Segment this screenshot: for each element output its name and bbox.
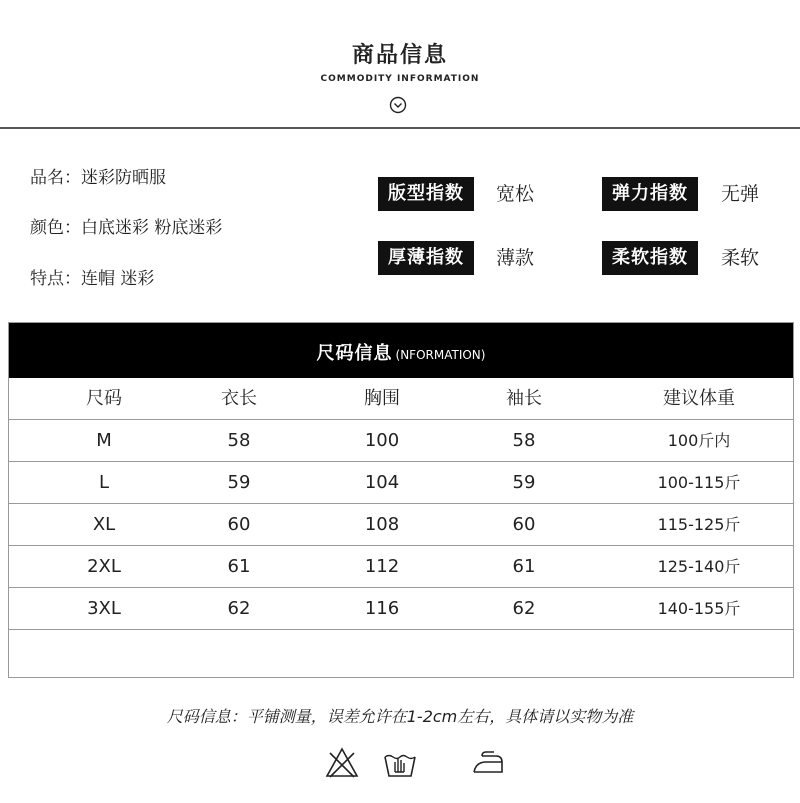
table-row <box>9 504 793 546</box>
table-row <box>9 588 793 630</box>
column-header: 尺码 <box>86 388 122 409</box>
weight-cell: 140-155斤 <box>657 599 741 618</box>
table-row <box>9 546 793 588</box>
hand-wash-icon <box>382 745 418 781</box>
table-header-row <box>9 378 793 420</box>
fit-index-value: 宽松 <box>496 183 535 205</box>
softness-index-value: 柔软 <box>721 247 760 269</box>
product-name: 品名：迷彩防晒服 <box>30 168 166 188</box>
weight-cell: 125-140斤 <box>657 557 741 576</box>
product-feature: 特点：连帽 迷彩 <box>30 269 155 289</box>
sleeve-cell: 60 <box>512 514 536 535</box>
length-cell: 62 <box>227 598 251 619</box>
weight-cell: 100-115斤 <box>657 473 741 492</box>
elasticity-index-label: 弹力指数 <box>602 177 698 211</box>
size-table-title-en: (NFORMATION) <box>395 348 486 362</box>
header-divider <box>0 127 800 129</box>
column-header: 建议体重 <box>663 388 735 409</box>
page-subtitle: COMMODITY INFORMATION <box>320 74 480 84</box>
size-table <box>8 322 794 678</box>
size-cell: 2XL <box>87 556 121 577</box>
table-row <box>9 420 793 462</box>
size-table-title: 尺码信息 <box>316 343 393 364</box>
size-cell: L <box>98 472 110 493</box>
length-cell: 58 <box>227 430 251 451</box>
column-header: 胸围 <box>364 388 400 409</box>
elasticity-index-value: 无弹 <box>721 183 760 205</box>
size-table-header <box>9 323 793 378</box>
weight-cell: 115-125斤 <box>657 515 741 534</box>
thickness-index-label: 厚薄指数 <box>378 241 474 275</box>
chest-cell: 108 <box>364 514 400 535</box>
length-cell: 59 <box>227 472 251 493</box>
product-color: 颜色：白底迷彩 粉底迷彩 <box>30 218 223 238</box>
no-bleach-icon <box>324 745 360 781</box>
column-header: 衣长 <box>221 388 257 409</box>
chest-cell: 116 <box>364 598 400 619</box>
column-header: 袖长 <box>506 388 542 409</box>
chest-cell: 112 <box>364 556 400 577</box>
size-cell: 3XL <box>87 598 121 619</box>
iron-icon <box>470 745 506 781</box>
page-title: 商品信息 <box>351 43 448 68</box>
weight-cell: 100斤内 <box>667 431 731 450</box>
chest-cell: 104 <box>364 472 400 493</box>
fit-index-label: 版型指数 <box>378 177 474 211</box>
sleeve-cell: 62 <box>512 598 536 619</box>
table-row <box>9 462 793 504</box>
measurement-note: 尺码信息：平铺测量，误差允许在1-2cm左右，具体请以实物为准 <box>166 707 634 726</box>
thickness-index-value: 薄款 <box>496 247 535 269</box>
softness-index-label: 柔软指数 <box>602 241 698 275</box>
sleeve-cell: 61 <box>512 556 536 577</box>
length-cell: 60 <box>227 514 251 535</box>
chest-cell: 100 <box>364 430 400 451</box>
sleeve-cell: 59 <box>512 472 536 493</box>
chevron-down-circle-icon <box>389 96 407 114</box>
size-cell: XL <box>92 514 116 535</box>
length-cell: 61 <box>227 556 251 577</box>
sleeve-cell: 58 <box>512 430 536 451</box>
size-cell: M <box>96 430 112 451</box>
